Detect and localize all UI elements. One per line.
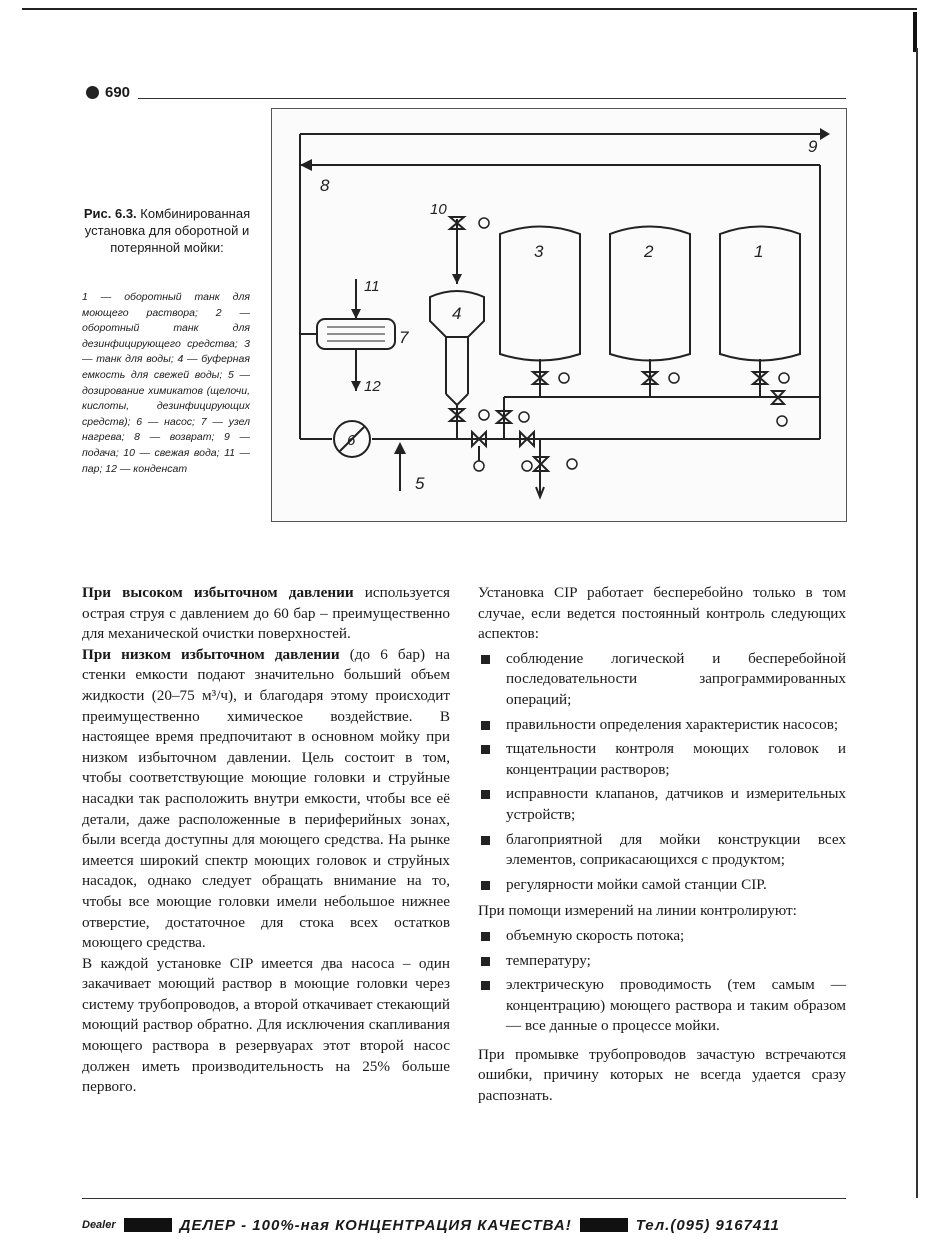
supply-arrow-icon bbox=[820, 128, 830, 140]
text-low-pressure: (до 6 бар) на стенки емкости подают значительно больший объем жидкости (20–75 м³/ч), и благодаря этому происходит преимущественно химическое воздействие. В настоящее время предпочитают в основном мойку при низком избыточном давлении. Цель состоит в том, чтобы соответствующие моющие головки и струйные насадки так расположить внутри емкости, чтобы все её детали, даже расположенные в периферийных зонах, были всегда доступны для моющего средства. На рынке имеется широкий спектр моющих головок и струйных насадок, однако следует обращать внимание на то, чтобы все моющие головки имели небольшое нижнее отверстие, достаточное для стока всех остатков моющего средства. bbox=[82, 645, 450, 952]
label-steam: 11 bbox=[364, 278, 380, 295]
label-supply: 9 bbox=[808, 137, 818, 156]
label-pump: 6 bbox=[347, 432, 356, 449]
dealer-logo-icon: Dealer bbox=[82, 1219, 116, 1231]
cip-diagram bbox=[271, 108, 847, 522]
label-fresh-water: 10 bbox=[430, 201, 447, 218]
bullet-dot-icon bbox=[86, 86, 99, 99]
footer-bar bbox=[580, 1218, 628, 1232]
caption-text: Комбинированная установка для оборотной и потерянной мойки: bbox=[84, 206, 251, 255]
list-item: исправности клапанов, датчиков и измерительных устройств; bbox=[478, 784, 846, 825]
caption-label: Рис. 6.3. bbox=[83, 206, 137, 221]
list-item: соблюдение логической и бесперебойной последовательности запрограммированных операций; bbox=[478, 649, 846, 711]
page-header bbox=[86, 84, 130, 101]
list-item: температуру; bbox=[478, 951, 846, 972]
paragraph-measure-intro: При помощи измерений на линии контролируют: bbox=[478, 902, 797, 920]
list-item: тщательности контроля моющих головок и концентрации растворов; bbox=[478, 739, 846, 780]
label-heater: 7 bbox=[399, 328, 409, 347]
label-dosing: 5 bbox=[415, 474, 425, 493]
scan-edge-right-mark bbox=[913, 12, 917, 52]
list-item: электрическую проводимость (тем самым — концентрацию) моющего раствора и таким образом — все данные о процессе мойки. bbox=[478, 975, 846, 1037]
footer-slogan: ДЕЛЕР - 100%-ная КОНЦЕНТРАЦИЯ КАЧЕСТВА! bbox=[179, 1216, 572, 1234]
list-item: объемную скорость потока; bbox=[478, 926, 846, 947]
label-tank-2: 2 bbox=[644, 242, 654, 261]
list-item: правильности определения характеристик насосов; bbox=[478, 715, 846, 736]
list-item: регулярности мойки самой станции CIP. bbox=[478, 875, 846, 896]
text-high-pressure: используется острая струя с давлением до 60 бар – преимущественно для механической очистки поверхностей. bbox=[82, 584, 450, 643]
label-tank-3: 3 bbox=[534, 242, 544, 261]
paragraph-intro: Установка CIP работает бесперебойно только в том случае, если ведется постоянный контроль следующих аспектов: bbox=[478, 584, 846, 643]
label-buffer: 4 bbox=[452, 304, 462, 323]
paragraph-low-pressure bbox=[82, 645, 450, 954]
scan-edge-right bbox=[916, 48, 918, 1198]
figure-caption bbox=[82, 205, 252, 256]
paragraph-closing: При промывке трубопроводов зачастую встречаются ошибки, причину которых не всегда удается сразу распознать. bbox=[478, 1045, 846, 1105]
right-column bbox=[478, 583, 846, 1107]
footer-banner bbox=[82, 1212, 852, 1238]
legend-text: 1 — оборотный танк для моющего раствора; 2 — оборотный танк для дезинфицирующего средства; 3 — танк для воды; 4 — буферная емкость для свежей воды; 5 — дозирование химикатов (щелочи, кислоты, дезинфицирующих средств); 6 — насос; 7 — узел нагрева; 8 — возврат; 9 — подача; 10 — свежая вода; 11 — пар; 12 — конденсат bbox=[82, 291, 250, 475]
header-rule bbox=[138, 98, 846, 99]
text-pumps: В каждой установке CIP имеется два насоса – один закачивает моющий раствор в моющие головки через систему трубопроводов, а второй откачивает стекающий моющий раствор обратно. Для исключения скапливания моющего раствора в резервуарах этот второй насос должен иметь производительность на 25% больше первого. bbox=[82, 954, 450, 1096]
footer-bar bbox=[124, 1218, 172, 1232]
scan-edge-top bbox=[22, 8, 917, 10]
term-high-pressure: При высоком избыточном давлении bbox=[82, 584, 354, 601]
aspects-list bbox=[478, 649, 846, 896]
label-return: 8 bbox=[320, 176, 330, 195]
list-item: благоприятной для мойки конструкции всех элементов, соприкасающихся с продуктом; bbox=[478, 830, 846, 871]
page-number: 690 bbox=[105, 84, 131, 101]
paragraph-pumps bbox=[82, 954, 450, 1098]
label-condensate: 12 bbox=[364, 378, 381, 395]
paragraph-high-pressure bbox=[82, 583, 450, 645]
footer-rule bbox=[82, 1198, 846, 1199]
measures-list bbox=[478, 926, 846, 1037]
figure-legend bbox=[82, 290, 250, 477]
term-low-pressure: При низком избыточном давлении bbox=[82, 645, 340, 663]
footer-phone: Тел.(095) 9167411 bbox=[635, 1216, 780, 1234]
return-arrow-icon bbox=[300, 159, 312, 171]
label-tank-1: 1 bbox=[754, 242, 764, 261]
left-column bbox=[82, 583, 450, 1098]
